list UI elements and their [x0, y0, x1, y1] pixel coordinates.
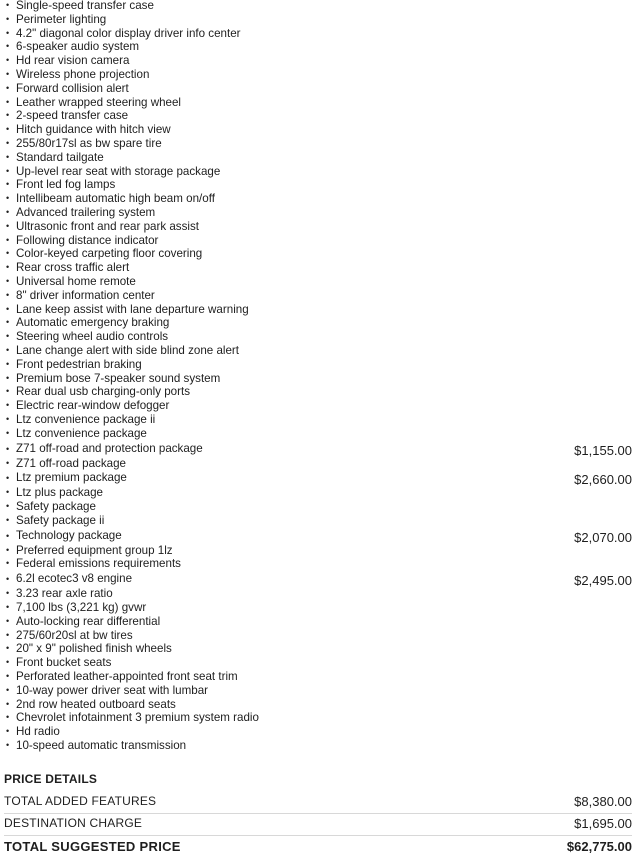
- feature-label: Front bucket seats: [16, 656, 112, 670]
- feature-label: Leather wrapped steering wheel: [16, 95, 181, 109]
- feature-label: 20" x 9" polished finish wheels: [16, 642, 172, 656]
- bullet-icon: •: [6, 671, 10, 682]
- feature-label: Ltz premium package: [16, 471, 127, 485]
- bullet-icon: •: [6, 501, 10, 512]
- feature-item: [6, 82, 632, 96]
- total-added-features-value: $8,380.00: [574, 793, 632, 809]
- feature-item: [6, 441, 632, 457]
- feature-item: [6, 642, 632, 656]
- bullet-icon: •: [6, 487, 10, 498]
- bullet-icon: •: [6, 331, 10, 342]
- price-details-heading: PRICE DETAILS: [4, 772, 98, 786]
- feature-item: [6, 178, 632, 192]
- bullet-icon: •: [6, 0, 10, 10]
- feature-label: 3.23 rear axle ratio: [16, 587, 113, 601]
- bullet-icon: •: [6, 137, 10, 148]
- feature-item: [6, 544, 632, 558]
- feature-label: Hd rear vision camera: [16, 54, 130, 68]
- feature-item: [6, 27, 632, 41]
- bullet-icon: •: [6, 27, 10, 38]
- feature-item: [6, 399, 632, 413]
- feature-label: Wireless phone projection: [16, 67, 150, 81]
- feature-label: Preferred equipment group 1lz: [16, 543, 173, 557]
- price-details-section: [4, 772, 632, 854]
- bullet-icon: •: [6, 234, 10, 245]
- feature-item: [6, 557, 632, 571]
- feature-item: [6, 514, 632, 528]
- bullet-icon: •: [6, 643, 10, 654]
- destination-charge-row: [4, 814, 632, 832]
- feature-item: [6, 500, 632, 514]
- feature-label: Auto-locking rear differential: [16, 614, 161, 628]
- bullet-icon: •: [6, 574, 10, 585]
- feature-label: Electric rear-window defogger: [16, 399, 170, 413]
- bullet-icon: •: [6, 110, 10, 121]
- feature-item: [6, 413, 632, 427]
- feature-item: [6, 192, 632, 206]
- feature-label: Advanced trailering system: [16, 205, 156, 219]
- bullet-icon: •: [6, 41, 10, 52]
- total-added-features-row: [4, 792, 632, 810]
- bullet-icon: •: [6, 629, 10, 640]
- feature-price: $1,155.00: [574, 442, 632, 458]
- feature-item: [6, 457, 632, 471]
- feature-item: [6, 571, 632, 587]
- bullet-icon: •: [6, 165, 10, 176]
- feature-label: Ltz convenience package: [16, 426, 147, 440]
- feature-label: Safety package ii: [16, 513, 105, 527]
- feature-item: [6, 275, 632, 289]
- feature-label: Color-keyed carpeting floor covering: [16, 247, 203, 261]
- bullet-icon: •: [6, 193, 10, 204]
- bullet-icon: •: [6, 13, 10, 24]
- feature-label: 6.2l ecotec3 v8 engine: [16, 572, 133, 586]
- feature-label: 6-speaker audio system: [16, 40, 140, 54]
- bullet-icon: •: [6, 530, 10, 541]
- feature-item: [6, 670, 632, 684]
- bullet-icon: •: [6, 544, 10, 555]
- feature-item: [6, 684, 632, 698]
- bullet-icon: •: [6, 400, 10, 411]
- feature-label: Premium bose 7-speaker sound system: [16, 371, 221, 385]
- bullet-icon: •: [6, 457, 10, 468]
- bullet-icon: •: [6, 413, 10, 424]
- feature-label: Automatic emergency braking: [16, 316, 170, 330]
- bullet-icon: •: [6, 124, 10, 135]
- feature-item: [6, 96, 632, 110]
- feature-label: 2nd row heated outboard seats: [16, 697, 176, 711]
- feature-label: Federal emissions requirements: [16, 557, 181, 571]
- feature-item: [6, 470, 632, 486]
- feature-label: Lane change alert with side blind zone alert: [16, 343, 240, 357]
- feature-item: [6, 344, 632, 358]
- bullet-icon: •: [6, 289, 10, 300]
- feature-price: $2,660.00: [574, 472, 632, 488]
- feature-item: [6, 615, 632, 629]
- feature-item: [6, 220, 632, 234]
- feature-label: Perimeter lighting: [16, 12, 107, 26]
- bullet-icon: •: [6, 588, 10, 599]
- feature-label: Universal home remote: [16, 274, 136, 288]
- feature-item: [6, 54, 632, 68]
- feature-label: 8" driver information center: [16, 288, 155, 302]
- bullet-icon: •: [6, 684, 10, 695]
- bullet-icon: •: [6, 262, 10, 273]
- feature-label: Z71 off-road and protection package: [16, 441, 203, 455]
- feature-label: Ultrasonic front and rear park assist: [16, 219, 199, 233]
- feature-label: Following distance indicator: [16, 233, 159, 247]
- bullet-icon: •: [6, 740, 10, 751]
- feature-label: Chevrolet infotainment 3 premium system radio: [16, 711, 259, 725]
- total-added-features-label: TOTAL ADDED FEATURES: [4, 794, 157, 808]
- feature-label: Perforated leather-appointed front seat trim: [16, 670, 238, 684]
- feature-list: [6, 0, 632, 753]
- feature-label: Intellibeam automatic high beam on/off: [16, 192, 215, 206]
- feature-label: Ltz plus package: [16, 486, 104, 500]
- destination-charge-value: $1,695.00: [574, 815, 632, 831]
- bullet-icon: •: [6, 427, 10, 438]
- feature-item: [6, 137, 632, 151]
- bullet-icon: •: [6, 372, 10, 383]
- feature-item: [6, 725, 632, 739]
- feature-label: Steering wheel audio controls: [16, 330, 169, 344]
- divider: [4, 835, 632, 836]
- bullet-icon: •: [6, 698, 10, 709]
- feature-item: [6, 372, 632, 386]
- bullet-icon: •: [6, 473, 10, 484]
- feature-item: [6, 303, 632, 317]
- feature-item: [6, 40, 632, 54]
- feature-item: [6, 385, 632, 399]
- feature-item: [6, 528, 632, 544]
- feature-item: [6, 711, 632, 725]
- total-suggested-price-label: TOTAL SUGGESTED PRICE: [4, 838, 181, 854]
- feature-item: [6, 656, 632, 670]
- bullet-icon: •: [6, 657, 10, 668]
- feature-item: [6, 289, 632, 303]
- feature-label: Rear dual usb charging-only ports: [16, 385, 191, 399]
- bullet-icon: •: [6, 514, 10, 525]
- feature-label: Standard tailgate: [16, 150, 104, 164]
- feature-label: 7,100 lbs (3,221 kg) gvwr: [16, 601, 147, 615]
- bullet-icon: •: [6, 96, 10, 107]
- feature-item: [6, 68, 632, 82]
- bullet-icon: •: [6, 317, 10, 328]
- bullet-icon: •: [6, 275, 10, 286]
- bullet-icon: •: [6, 220, 10, 231]
- total-suggested-price-value: $62,775.00: [566, 838, 632, 854]
- feature-label: 10-way power driver seat with lumbar: [16, 683, 209, 697]
- feature-item: [6, 234, 632, 248]
- bullet-icon: •: [6, 55, 10, 66]
- feature-label: Technology package: [16, 528, 122, 542]
- feature-item: [6, 330, 632, 344]
- feature-label: Front led fog lamps: [16, 178, 116, 192]
- feature-label: 10-speed automatic transmission: [16, 739, 187, 753]
- feature-label: Front pedestrian braking: [16, 357, 142, 371]
- feature-item: [6, 247, 632, 261]
- feature-label: Safety package: [16, 500, 96, 514]
- feature-item: [6, 206, 632, 220]
- feature-label: 255/80r17sl as bw spare tire: [16, 136, 162, 150]
- bullet-icon: •: [6, 248, 10, 259]
- bullet-icon: •: [6, 68, 10, 79]
- feature-item: [6, 358, 632, 372]
- total-suggested-price-row: [4, 837, 632, 855]
- bullet-icon: •: [6, 712, 10, 723]
- bullet-icon: •: [6, 443, 10, 454]
- bullet-icon: •: [6, 179, 10, 190]
- feature-item: [6, 587, 632, 601]
- feature-item: [6, 601, 632, 615]
- feature-label: Lane keep assist with lane departure warning: [16, 302, 249, 316]
- feature-item: [6, 165, 632, 179]
- feature-item: [6, 13, 632, 27]
- feature-label: Hd radio: [16, 725, 60, 739]
- feature-item: [6, 629, 632, 643]
- feature-label: Up-level rear seat with storage package: [16, 164, 221, 178]
- feature-item: [6, 261, 632, 275]
- feature-label: 275/60r20sl at bw tires: [16, 628, 133, 642]
- bullet-icon: •: [6, 151, 10, 162]
- feature-item: [6, 109, 632, 123]
- feature-item: [6, 123, 632, 137]
- feature-label: Rear cross traffic alert: [16, 261, 130, 275]
- feature-label: Z71 off-road package: [16, 456, 126, 470]
- destination-charge-label: DESTINATION CHARGE: [4, 816, 143, 830]
- bullet-icon: •: [6, 602, 10, 613]
- bullet-icon: •: [6, 206, 10, 217]
- feature-price: $2,070.00: [574, 529, 632, 545]
- feature-label: 4.2" diagonal color display driver info center: [16, 26, 241, 40]
- bullet-icon: •: [6, 303, 10, 314]
- feature-item: [6, 427, 632, 441]
- feature-label: Hitch guidance with hitch view: [16, 123, 171, 137]
- feature-item: [6, 151, 632, 165]
- feature-label: 2-speed transfer case: [16, 109, 129, 123]
- feature-item: [6, 0, 632, 13]
- feature-price: $2,495.00: [574, 573, 632, 589]
- bullet-icon: •: [6, 386, 10, 397]
- bullet-icon: •: [6, 726, 10, 737]
- feature-item: [6, 698, 632, 712]
- feature-label: Forward collision alert: [16, 81, 129, 95]
- bullet-icon: •: [6, 558, 10, 569]
- feature-label: Single-speed transfer case: [16, 0, 154, 12]
- bullet-icon: •: [6, 615, 10, 626]
- feature-label: Ltz convenience package ii: [16, 412, 156, 426]
- bullet-icon: •: [6, 82, 10, 93]
- bullet-icon: •: [6, 358, 10, 369]
- bullet-icon: •: [6, 344, 10, 355]
- feature-item: [6, 739, 632, 753]
- feature-item: [6, 486, 632, 500]
- feature-item: [6, 316, 632, 330]
